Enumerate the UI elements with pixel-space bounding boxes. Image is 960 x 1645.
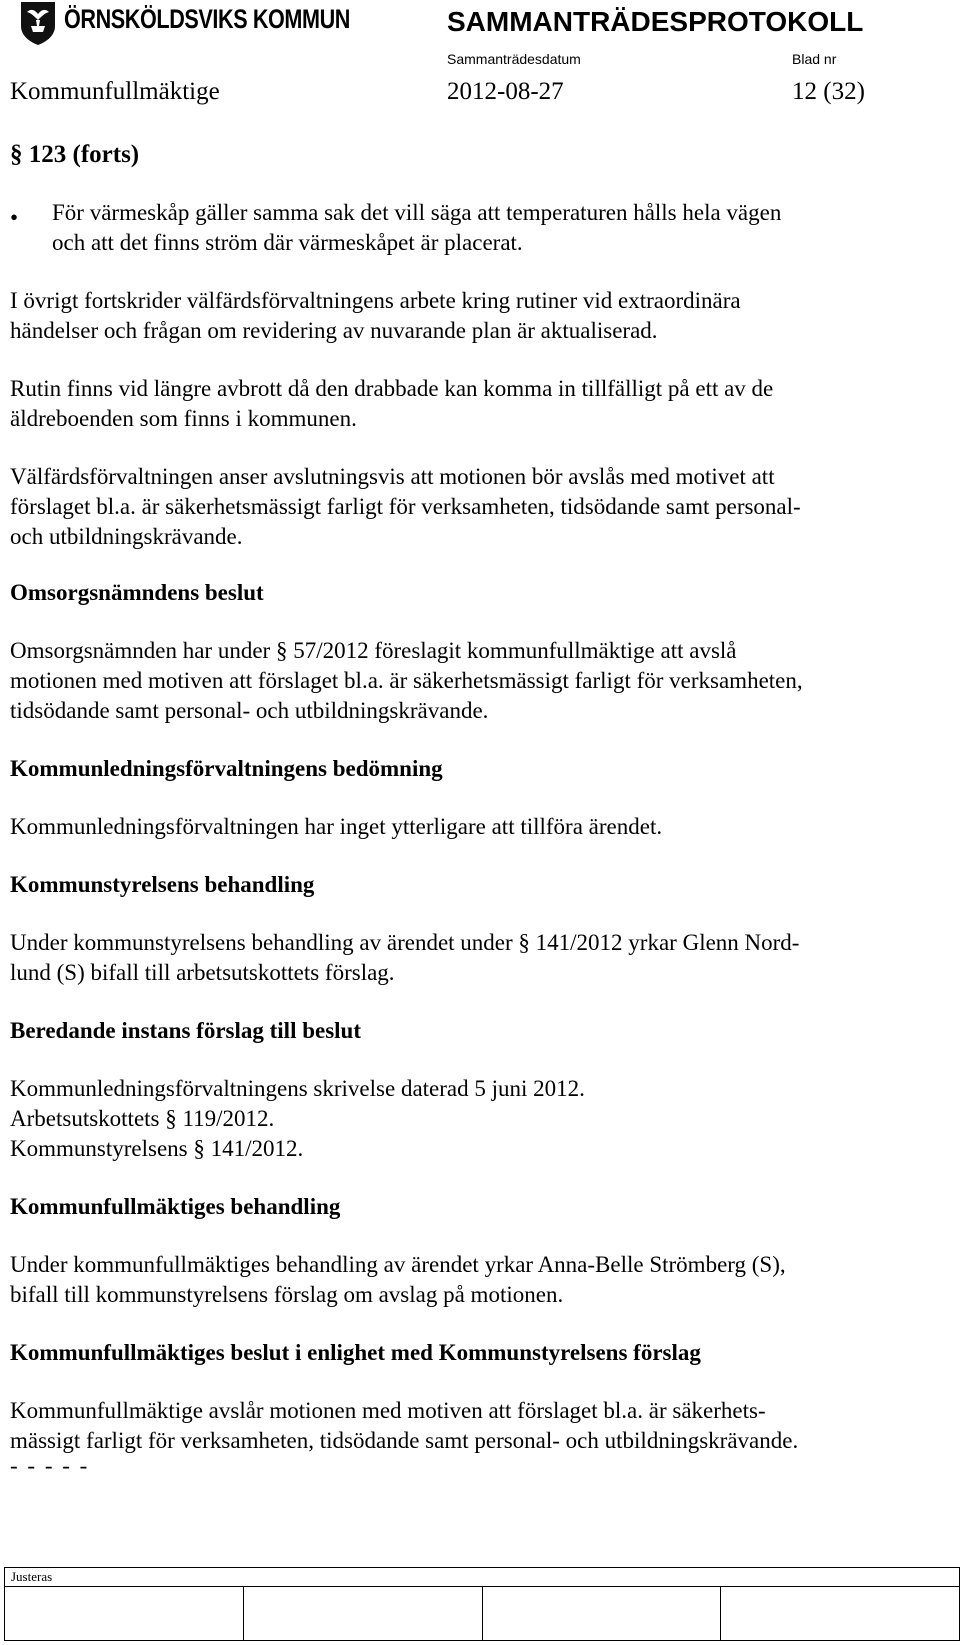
heading-kommunfullmaktiges-behandling: Kommunfullmäktiges behandling xyxy=(10,1194,341,1219)
paragraph-line: Under kommunfullmäktiges behandling av ärendet yrkar Anna-Belle Strömberg (S), xyxy=(10,1252,786,1277)
section-title: § 123 (forts) xyxy=(10,141,140,168)
meeting-date: 2012-08-27 xyxy=(447,78,564,105)
paragraph-line: tidsödande samt personal- och utbildningskrävande. xyxy=(10,698,489,723)
paragraph-line: motionen med motiven att förslaget bl.a. är säkerhetsmässigt farligt för verksamheten, xyxy=(10,668,803,693)
paragraph-line: Kommunledningsförvaltningens skrivelse daterad 5 juni 2012. xyxy=(10,1076,585,1101)
municipality-crest-icon xyxy=(18,0,58,46)
signature-cell[interactable] xyxy=(244,1587,483,1641)
justeras-label: Justeras xyxy=(5,1568,959,1587)
paragraph-line: Arbetsutskottets § 119/2012. xyxy=(10,1106,275,1131)
paragraph-line: förslaget bl.a. är säkerhetsmässigt farligt för verksamheten, tidsödande samt personal- xyxy=(10,494,801,519)
meeting-body: Kommunfullmäktige xyxy=(10,78,220,105)
paragraph-line: I övrigt fortskrider välfärdsförvaltningens arbete kring rutiner vid extraordinära xyxy=(10,288,741,313)
signature-cells xyxy=(5,1587,959,1641)
page-number: 12 (32) xyxy=(792,78,865,105)
page-number-label: Blad nr xyxy=(792,51,837,67)
paragraph-line: Välfärdsförvaltningen anser avslutningsvis att motionen bör avslås med motivet att xyxy=(10,464,775,489)
document-type: SAMMANTRÄDESPROTOKOLL xyxy=(447,6,864,37)
paragraph-line: Under kommunstyrelsens behandling av ärendet under § 141/2012 yrkar Glenn Nord- xyxy=(10,930,800,955)
justeras-table xyxy=(4,1567,960,1641)
paragraph-line: mässigt farligt för verksamheten, tidsödande samt personal- och utbildningskrävande. xyxy=(10,1428,799,1453)
paragraph-line: Omsorgsnämnden har under § 57/2012 föreslagit kommunfullmäktige att avslå xyxy=(10,638,737,663)
paragraph-line: bifall till kommunstyrelsens förslag om avslag på motionen. xyxy=(10,1282,564,1307)
meeting-date-label: Sammanträdesdatum xyxy=(447,51,581,67)
end-mark: - - - - - xyxy=(10,1453,90,1478)
paragraph-line: lund (S) bifall till arbetsutskottets förslag. xyxy=(10,960,395,985)
signature-cell[interactable] xyxy=(721,1587,959,1641)
bullet-icon: • xyxy=(10,205,19,230)
paragraph-line: Kommunledningsförvaltningen har inget ytterligare att tillföra ärendet. xyxy=(10,814,663,839)
organization-name: ÖRNSKÖLDSVIKS KOMMUN xyxy=(64,4,351,34)
heading-kommunstyrelsens-behandling: Kommunstyrelsens behandling xyxy=(10,872,315,897)
signature-cell[interactable] xyxy=(5,1587,244,1641)
heading-omsorgsnamndens-beslut: Omsorgsnämndens beslut xyxy=(10,580,264,605)
bullet-text-line: För värmeskåp gäller samma sak det vill säga att temperaturen hålls hela vägen xyxy=(52,200,782,225)
paragraph-line: händelser och frågan om revidering av nuvarande plan är aktualiserad. xyxy=(10,318,658,343)
paragraph-line: och utbildningskrävande. xyxy=(10,524,243,549)
bullet-text-line: och att det finns ström där värmeskåpet är placerat. xyxy=(52,230,523,255)
paragraph-line: Rutin finns vid längre avbrott då den drabbade kan komma in tillfälligt på ett av de xyxy=(10,376,774,401)
paragraph-line: äldreboenden som finns i kommunen. xyxy=(10,406,357,431)
paragraph-line: Kommunstyrelsens § 141/2012. xyxy=(10,1136,304,1161)
heading-beredande-instans: Beredande instans förslag till beslut xyxy=(10,1018,361,1043)
signature-cell[interactable] xyxy=(483,1587,722,1641)
paragraph-line: Kommunfullmäktige avslår motionen med motiven att förslaget bl.a. är säkerhets- xyxy=(10,1398,766,1423)
heading-kommunledningsforvaltningens-bedomning: Kommunledningsförvaltningens bedömning xyxy=(10,756,443,781)
heading-kommunfullmaktiges-beslut: Kommunfullmäktiges beslut i enlighet med Kommunstyrelsens förslag xyxy=(10,1340,701,1365)
